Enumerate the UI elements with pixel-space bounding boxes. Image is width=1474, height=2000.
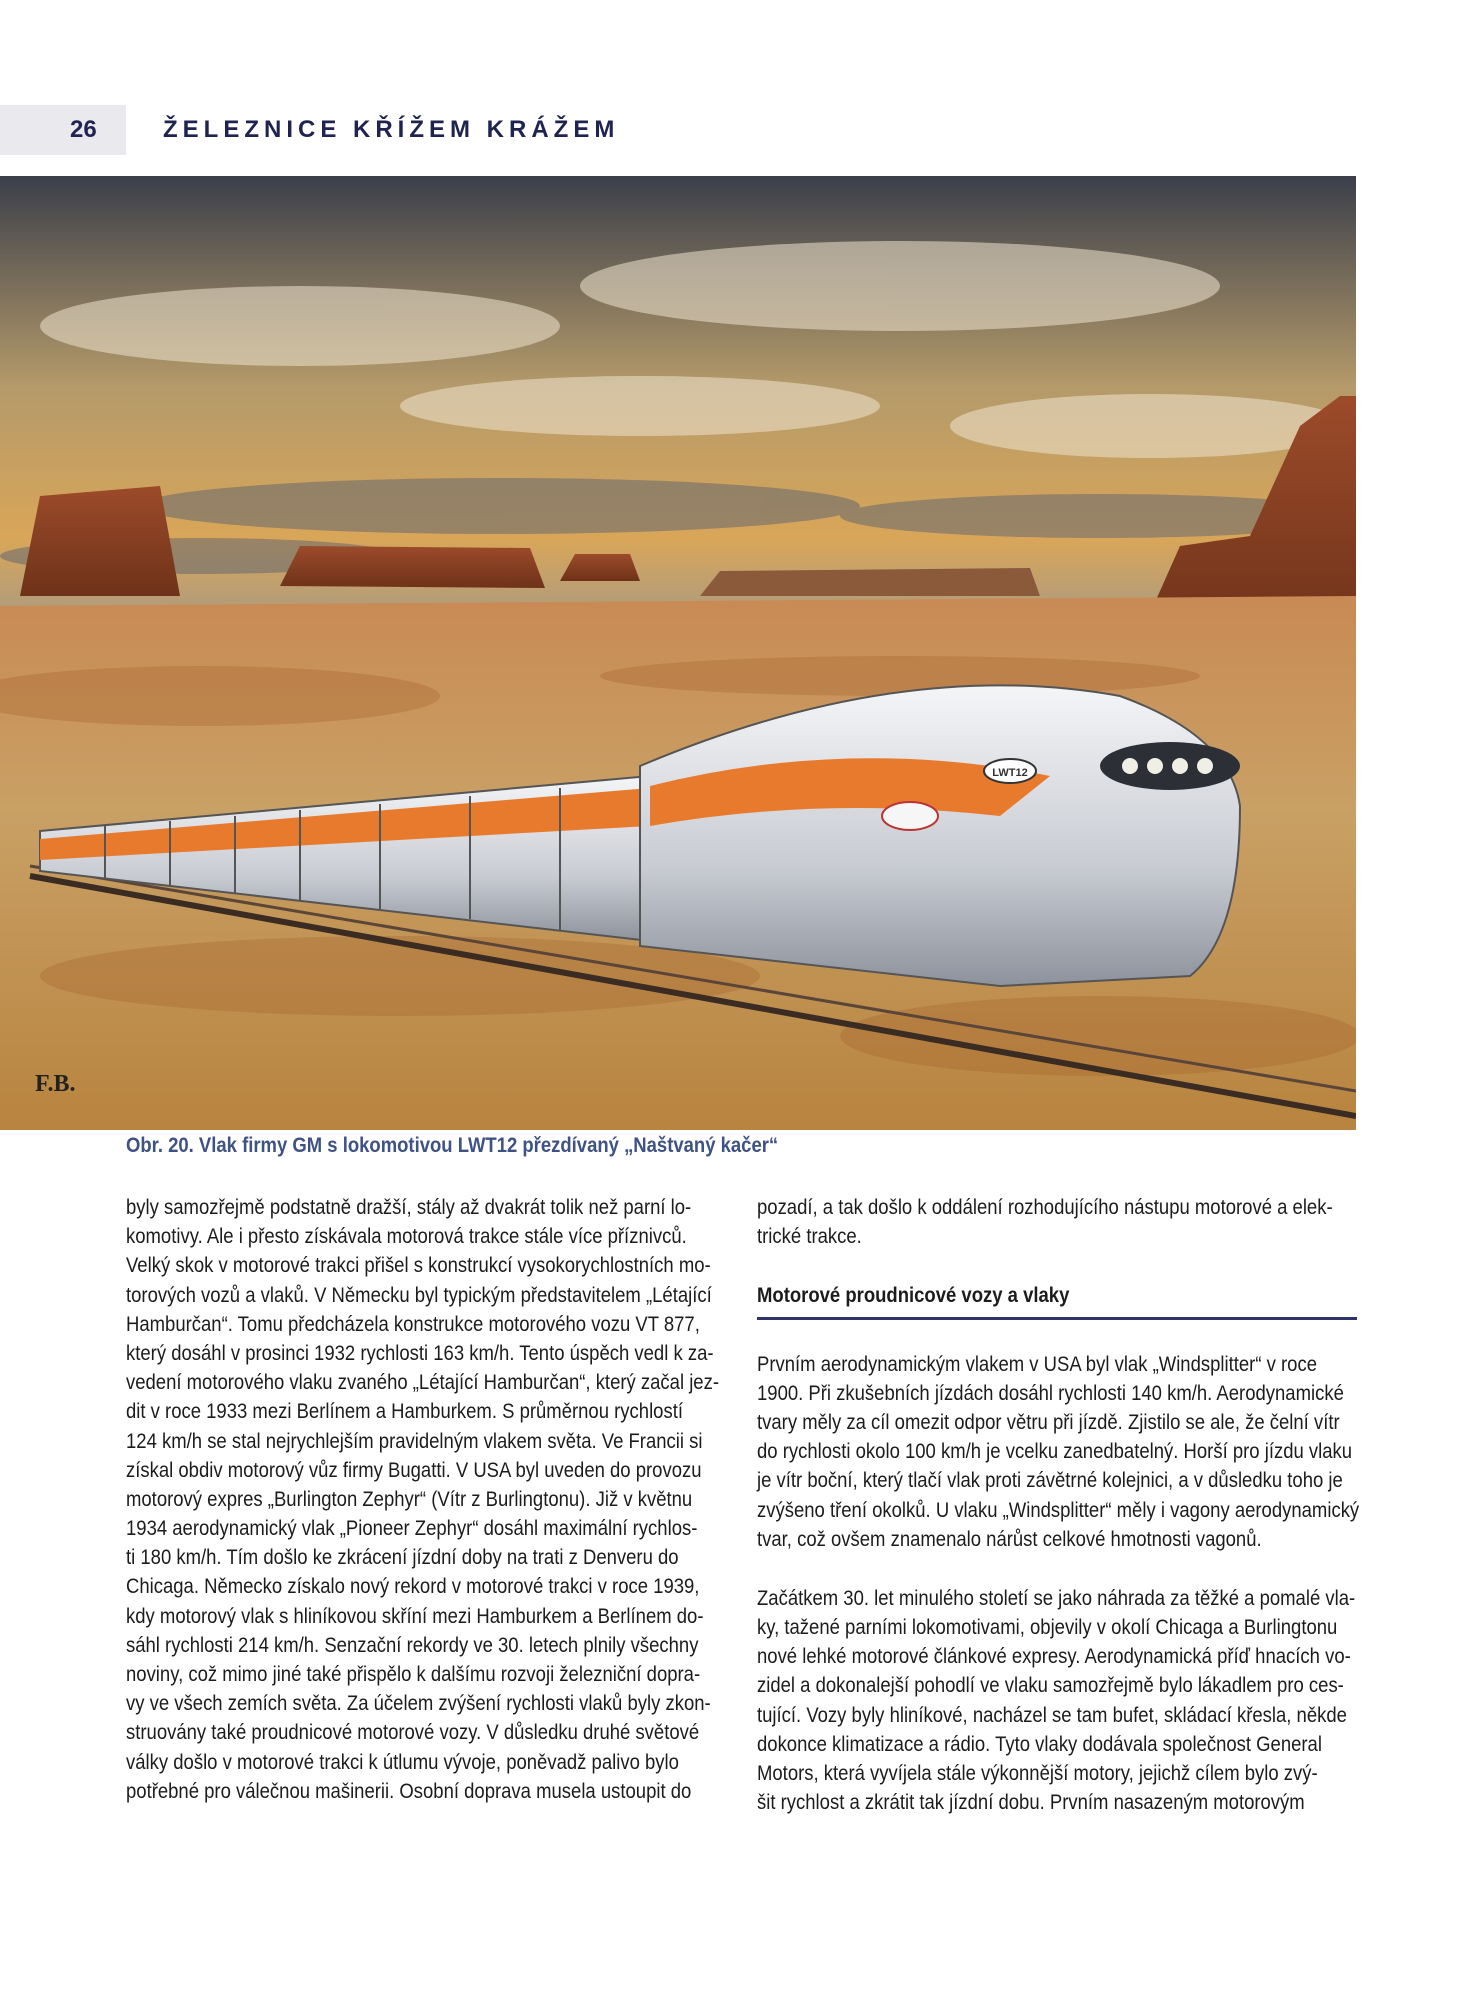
text-line: 1934 aerodynamický vlak „Pioneer Zephyr“ dosáhl maximální rychlos-: [126, 1516, 698, 1541]
section-heading: Motorové proudnicové vozy a vlaky: [757, 1283, 1070, 1308]
text-line: vedení motorového vlaku zvaného „Létající Hamburčan“, který začal jez-: [126, 1370, 719, 1395]
text-line: tvary měly za cíl omezit odpor větru při jízdě. Zjistilo se ale, že čelní vítr: [757, 1409, 1340, 1434]
text-line: dit v roce 1933 mezi Berlínem a Hamburkem. S průměrnou rychlostí: [126, 1399, 683, 1424]
text-line: ky, tažené parními lokomotivami, objevily v okolí Chicaga a Burlingtonu: [757, 1615, 1338, 1640]
text-line: vy ve všech zemích světa. Za účelem zvýšení rychlosti vlaků byly zkon-: [126, 1691, 711, 1716]
text-line: tvar, což ovšem znamenalo nárůst celkové hmotnosti vagonů.: [757, 1526, 1262, 1551]
text-line: torových vozů a vlaků. V Německu byl typickým představitelem „Létající: [126, 1282, 712, 1307]
running-title: ŽELEZNICE KŘÍŽEM KRÁŽEM: [163, 116, 620, 143]
text-line: do rychlosti okolo 100 km/h je vcelku zanedbatelný. Horší pro jízdu vlaku: [757, 1439, 1353, 1464]
right-column-text: [757, 1193, 1360, 1817]
text-line: dokonce klimatizace a rádio. Tyto vlaky dodávala společnost General: [757, 1731, 1322, 1756]
text-line: zvýšeno tření okolků. U vlaku „Windsplitter“ měly i vagony aerodynamický: [757, 1497, 1360, 1522]
text-line: komotivy. Ale i přesto získávala motorová trakce stále více příznivců.: [126, 1224, 687, 1249]
text-line: Chicaga. Německo získalo nový rekord v motorové trakci v roce 1939,: [126, 1574, 700, 1599]
text-line: Motors, která vyvíjela stále výkonnější motory, jejichž cílem bylo zvý-: [757, 1761, 1318, 1785]
text-line: ti 180 km/h. Tím došlo ke zkrácení jízdní doby na trati z Denveru do: [126, 1545, 679, 1570]
page-number: 26: [70, 116, 97, 143]
text-line: nové lehké motorové článkové expresy. Aerodynamická příď hnacích vo-: [757, 1644, 1351, 1669]
text-line: noviny, což mimo jiné také přispělo k dalšímu rozvoji železniční dopra-: [126, 1662, 701, 1686]
left-column-text: [126, 1193, 726, 1806]
text-line: pozadí, a tak došlo k oddálení rozhodujícího nástupu motorové a elek-: [757, 1195, 1333, 1219]
text-line: byly samozřejmě podstatně dražší, stály až dvakrát tolik než parní lo-: [126, 1195, 692, 1219]
text-line: struovány také proudnicové motorové vozy. V důsledku druhé světové: [126, 1720, 700, 1745]
text-line: je vítr boční, který tlačí vlak proti závětrné kolejnici, a v důsledku toho je: [757, 1468, 1343, 1493]
text-line: šit rychlost a zkrátit tak jízdní dobu. Prvním nasazeným motorovým: [757, 1790, 1305, 1815]
text-line: války došlo v motorové trakci k útlumu vývoje, poněvadž palivo bylo: [126, 1749, 679, 1774]
text-line: trické trakce.: [757, 1224, 862, 1249]
artist-signature: F.B.: [35, 1071, 76, 1097]
text-line: sáhl rychlosti 214 km/h. Senzační rekordy ve 30. letech plnily všechny: [126, 1632, 699, 1657]
text-line: 124 km/h se stal nejrychlejším pravidelným vlakem světa. Ve Francii si: [126, 1428, 703, 1453]
text-line: motorový expres „Burlington Zephyr“ (Vítr z Burlingtonu). Již v květnu: [126, 1486, 693, 1511]
train-illustration: [0, 176, 1356, 1130]
text-line: zidel a dokonalejší pohodlí ve vlaku samozřejmě bylo lákadlem pro ces-: [757, 1673, 1344, 1698]
text-line: kdy motorový vlak s hliníkovou skříní mezi Hamburkem a Berlínem do-: [126, 1603, 704, 1628]
text-line: Velký skok v motorové trakci přišel s konstrukcí vysokorychlostních mo-: [126, 1253, 711, 1278]
text-line: který dosáhl v prosinci 1932 rychlosti 163 km/h. Tento úspěch vedl k za-: [126, 1340, 714, 1365]
text-line: Začátkem 30. let minulého století se jako náhrada za těžké a pomalé vla-: [757, 1585, 1356, 1610]
text-line: Hamburčan“. Tomu předcházela konstrukce motorového vozu VT 877,: [126, 1311, 700, 1336]
text-line: 1900. Při zkušebních jízdách dosáhl rychlosti 140 km/h. Aerodynamické: [757, 1380, 1344, 1405]
figure-caption: Obr. 20. Vlak firmy GM s lokomotivou LWT12 přezdívaný „Naštvaný kačer“: [126, 1134, 779, 1157]
text-line: získal obdiv motorový vůz firmy Bugatti. V USA byl uveden do provozu: [126, 1457, 702, 1482]
text-line: Prvním aerodynamickým vlakem v USA byl vlak „Windsplitter“ v roce: [757, 1351, 1317, 1376]
text-line: potřebné pro válečnou mašinerii. Osobní doprava musela ustoupit do: [126, 1778, 692, 1803]
locomotive-emblem: LWT12: [992, 767, 1028, 779]
page-number-box: [0, 105, 126, 155]
text-line: tující. Vozy byly hliníkové, nacházel se tam bufet, skládací křesla, někde: [757, 1702, 1347, 1727]
